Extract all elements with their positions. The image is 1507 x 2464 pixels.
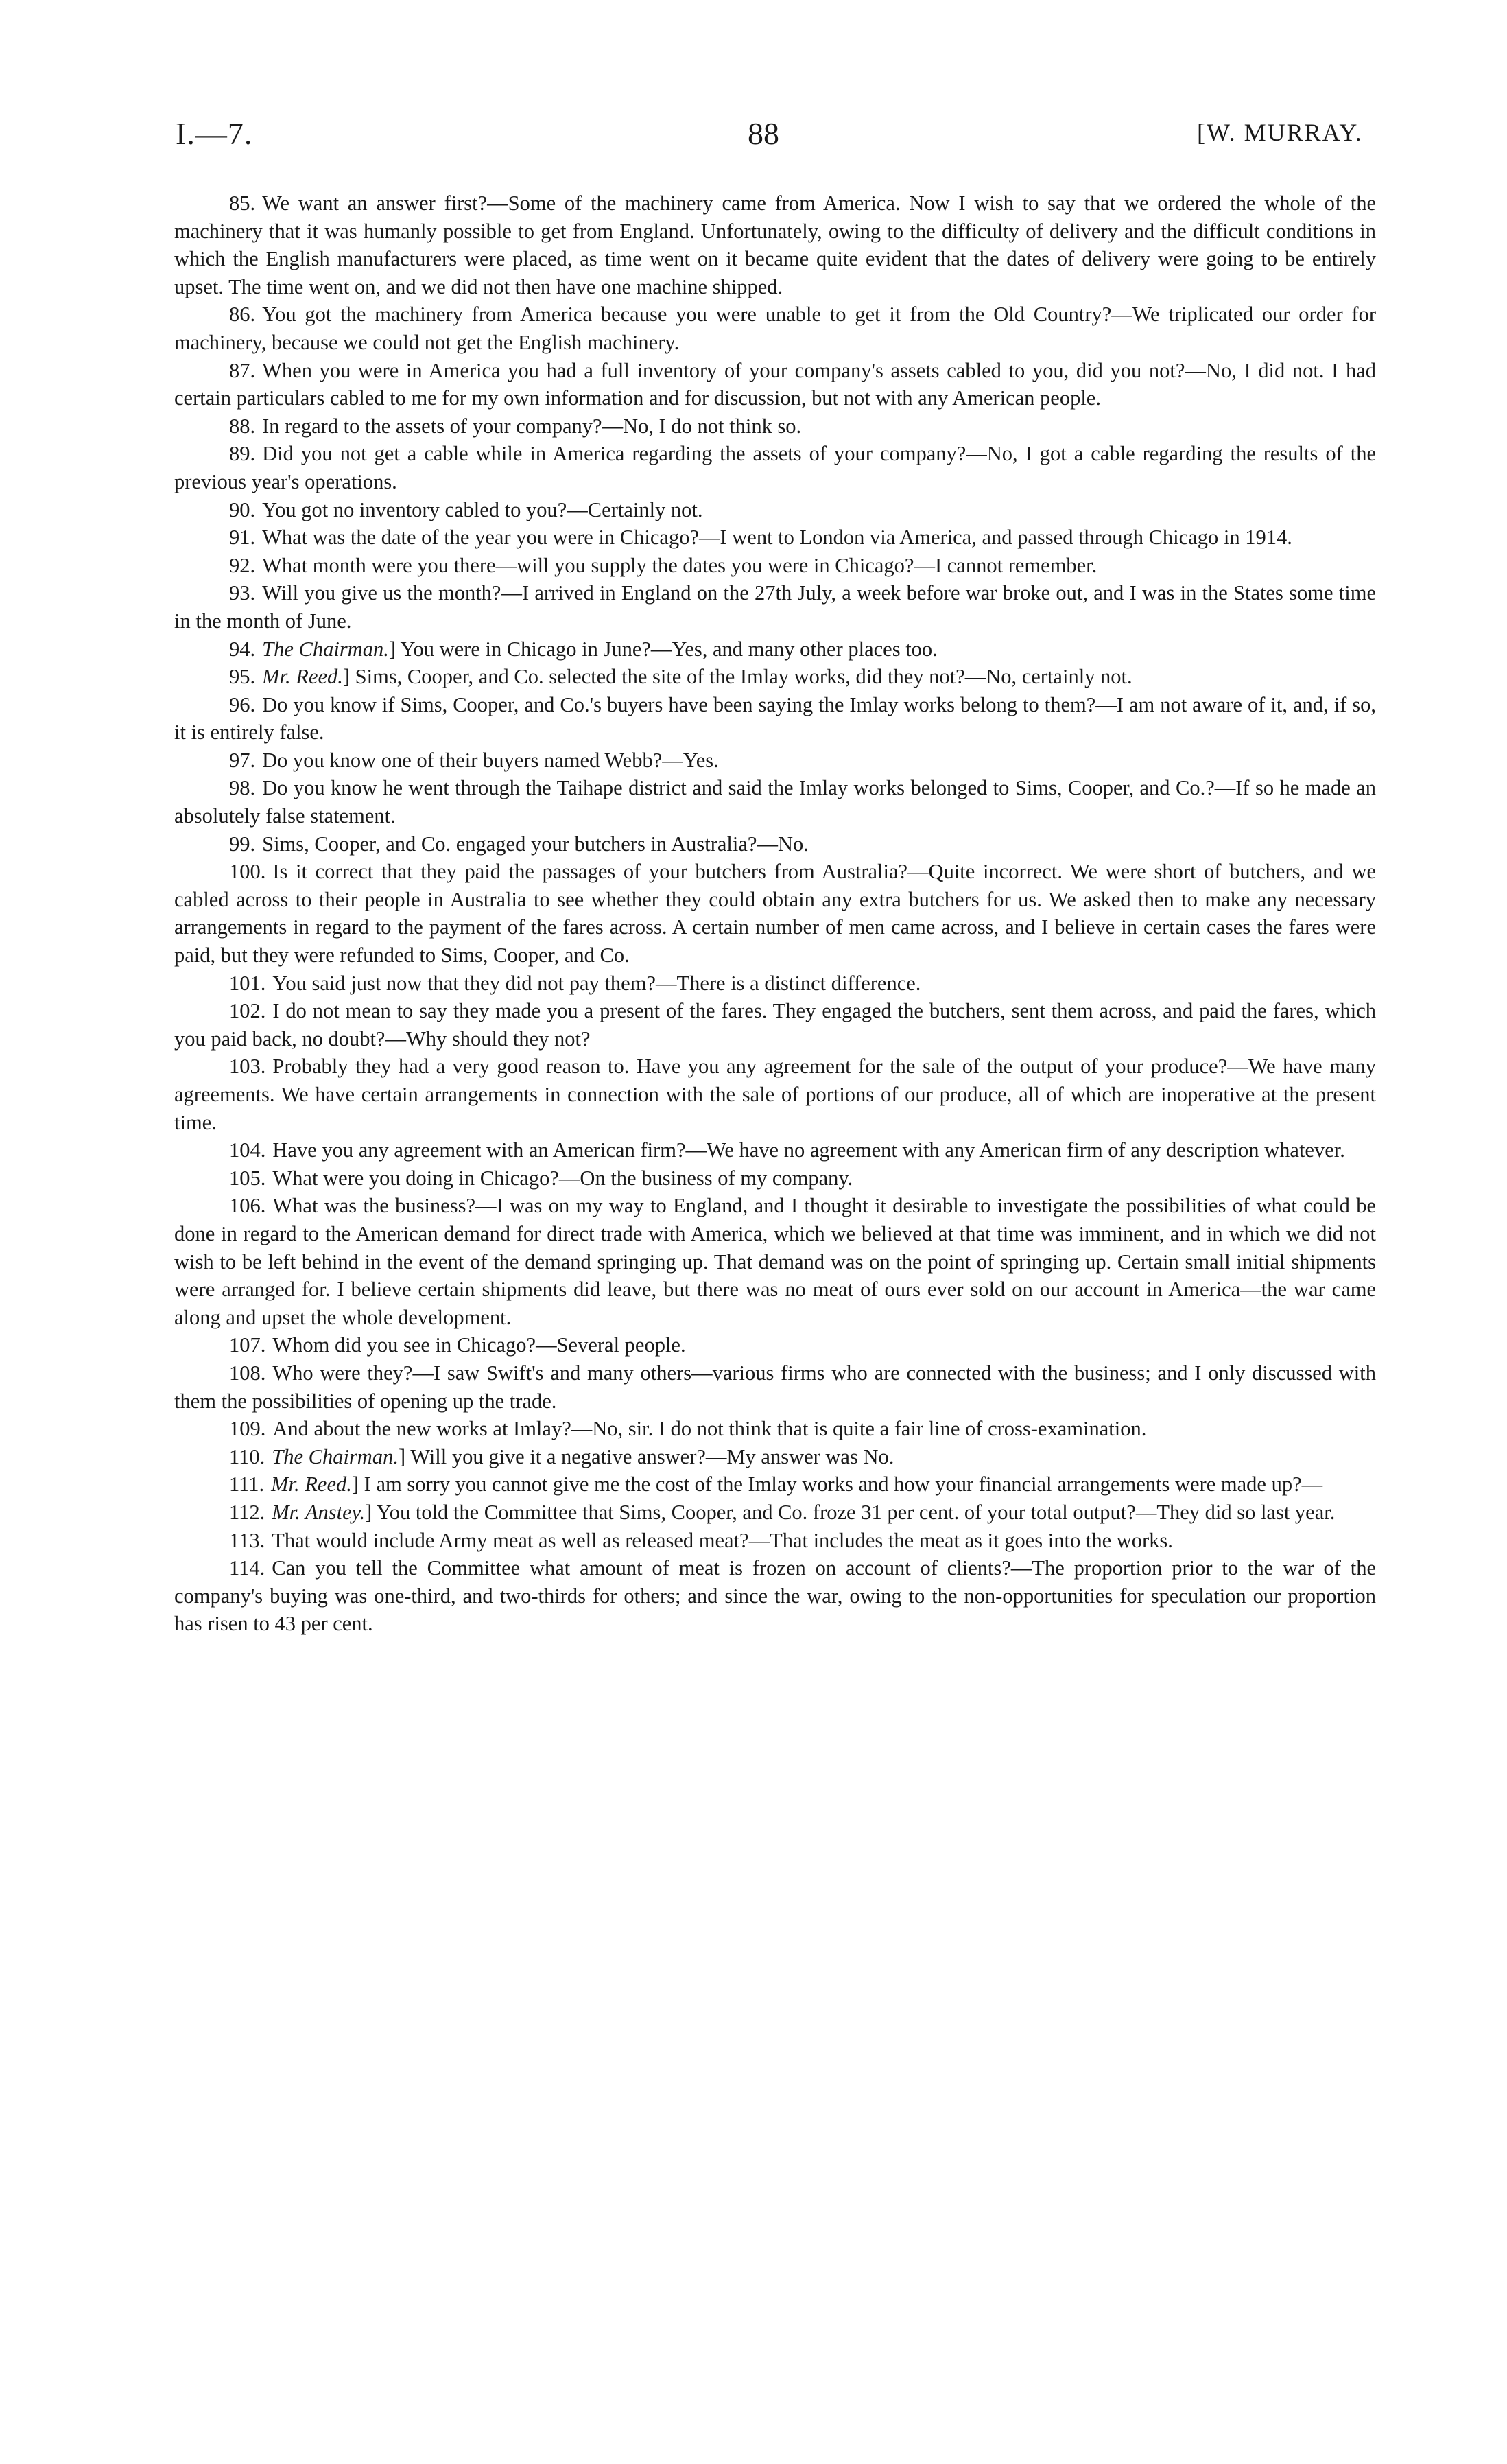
testimony-paragraph	[174, 1053, 1376, 1136]
testimony-paragraph	[174, 747, 1376, 775]
testimony-paragraph	[174, 301, 1376, 356]
testimony-paragraph	[174, 774, 1376, 830]
question-answer-text: Whom did you see in Chicago?—Several people.	[272, 1333, 686, 1357]
question-answer-text: Have you any agreement with an American firm?—We have no agreement with any American firm of any description whatever.	[272, 1138, 1345, 1162]
document-reference: I.—7.	[176, 116, 253, 151]
question-number: 111.	[229, 1472, 265, 1497]
question-number: 85.	[229, 191, 256, 215]
testimony-paragraph	[174, 1192, 1376, 1331]
page-number: 88	[748, 116, 779, 151]
question-answer-text: Did you not get a cable while in America regarding the assets of your company?—No, I got a cable regarding the results of the previous year's operations.	[174, 442, 1376, 493]
question-answer-text: Do you know one of their buyers named Webb?—Yes.	[262, 748, 719, 772]
question-answer-text: What was the date of the year you were in Chicago?—I went to London via America, and passed through Chicago in 1914.	[262, 526, 1292, 550]
testimony-paragraph	[174, 579, 1376, 635]
testimony-paragraph	[174, 1164, 1376, 1193]
testimony-paragraph	[174, 189, 1376, 301]
question-answer-text: What month were you there—will you supply the dates you were in Chicago?—I cannot remember.	[262, 553, 1097, 577]
speaker-name: Mr. Anstey.	[272, 1500, 366, 1524]
testimony-paragraph	[174, 1527, 1376, 1555]
testimony-paragraph	[174, 1136, 1376, 1164]
question-answer-text: You got no inventory cabled to you?—Certainly not.	[262, 497, 703, 521]
testimony-paragraph: 110. The Chairman.] Will you give it a negative answer?—My answer was No.	[229, 1444, 894, 1468]
speaker-name: Mr. Reed.	[262, 665, 343, 689]
question-answer-text: When you were in America you had a full inventory of your company's assets cabled to you, did you not?—No, I did not. I had certain particulars cabled to me for my own information and for discussion, but not with any American people.	[174, 358, 1376, 410]
question-number: 95.	[229, 665, 256, 689]
question-number: 110.	[229, 1444, 265, 1468]
testimony-paragraph	[174, 858, 1376, 969]
testimony-paragraph	[174, 1415, 1376, 1443]
question-number: 99.	[229, 832, 256, 856]
testimony-paragraph	[174, 496, 1376, 524]
question-number: 90.	[229, 497, 256, 521]
question-number: 92.	[229, 553, 256, 577]
question-number: 109.	[229, 1417, 266, 1441]
testimony-paragraph: 95. Mr. Reed.] Sims, Cooper, and Co. selected the site of the Imlay works, did they not?—No, certainly not.	[229, 665, 1132, 689]
question-answer-text: What was the business?—I was on my way to England, and I thought it desirable to investigate the possibilities of what could be done in regard to the American demand for direct trade with America, which we believed at that time was imminent, and in which we did not wish to be left behind in the event of the demand springing up. That demand was on the point of springing up. Certain small initial shipments were arranged for. I believe certain shipments did leave, but there was no meat of ours ever sold on our account in America—the war came along and upset the whole development.	[174, 1194, 1376, 1329]
question-answer-text: Will you give it a negative answer?—My answer was No.	[410, 1444, 894, 1468]
witness-name: [W. MURRAY.	[1197, 119, 1363, 146]
speaker-name: The Chairman.	[262, 637, 389, 661]
question-number: 89.	[229, 442, 256, 466]
testimony-paragraph	[174, 691, 1376, 747]
question-number: 100.	[229, 860, 266, 884]
question-number: 96.	[229, 692, 256, 716]
question-number: 102.	[229, 999, 266, 1023]
question-answer-text: You told the Committee that Sims, Cooper, and Co. froze 31 per cent. of your total output?—They did so last year.	[376, 1500, 1336, 1524]
testimony-paragraph	[174, 412, 1376, 441]
question-answer-text: We want an answer first?—Some of the machinery came from America. Now I wish to say that we ordered the whole of the machinery that it was humanly possible to get from England. Unfortunately, owing to the difficulty of delivery and the difficult conditions in which the English manufacturers were placed, as time went on it became quite evident that the dates of delivery were going to be entirely upset. The time went on, and we did not then have one machine shipped.	[174, 191, 1376, 298]
question-answer-text: Can you tell the Committee what amount of meat is frozen on account of clients?—The proportion prior to the war of the company's buying was one-third, and two-thirds for others; and since the war, owing to the non-opportunities for speculation our proportion has risen to 43 per cent.	[174, 1556, 1376, 1636]
testimony-paragraph	[174, 997, 1376, 1053]
testimony-body	[174, 189, 1376, 1638]
question-answer-text: You got the machinery from America because you were unable to get it from the Old Country?—We triplicated our order for machinery, because we could not get the English machinery.	[174, 303, 1376, 354]
testimony-paragraph	[174, 524, 1376, 552]
question-answer-text: Will you give us the month?—I arrived in England on the 27th July, a week before war broke out, and I was in the States some time in the month of June.	[174, 581, 1376, 633]
question-number: 101.	[229, 971, 266, 995]
question-number: 108.	[229, 1361, 266, 1385]
testimony-paragraph: 111. Mr. Reed.] I am sorry you cannot give me the cost of the Imlay works and how your financial arrangements were made up?—	[229, 1472, 1323, 1497]
testimony-paragraph	[174, 1554, 1376, 1638]
question-number: 98.	[229, 776, 256, 800]
testimony-paragraph	[174, 357, 1376, 412]
question-number: 112.	[229, 1500, 265, 1524]
question-number: 88.	[229, 414, 256, 438]
question-number: 93.	[229, 581, 256, 605]
question-answer-text: Is it correct that they paid the passages of your butchers from Australia?—Quite incorrect. We were short of butchers, and we cabled across to their people in Australia to see whether they could obtain any extra butchers for us. We asked then to make any necessary arrangements in regard to the payment of the fares across. A certain number of men came across, and I believe in certain cases the fares were paid, but they were refunded to Sims, Cooper, and Co.	[174, 860, 1376, 967]
question-answer-text: That would include Army meat as well as released meat?—That includes the meat as it goes into the works.	[272, 1528, 1173, 1552]
testimony-paragraph	[174, 1331, 1376, 1359]
testimony-paragraph	[174, 552, 1376, 580]
question-answer-text: I am sorry you cannot give me the cost of the Imlay works and how your financial arrangements were made up?—	[364, 1472, 1323, 1497]
question-answer-text: Do you know if Sims, Cooper, and Co.'s buyers have been saying the Imlay works belong to them?—I am not aware of it, and, if so, it is entirely false.	[174, 692, 1376, 744]
question-number: 94.	[229, 637, 256, 661]
testimony-paragraph: 112. Mr. Anstey.] You told the Committee that Sims, Cooper, and Co. froze 31 per cent. of your total output?—They did so last year.	[229, 1500, 1336, 1524]
question-answer-text: Do you know he went through the Taihape district and said the Imlay works belonged to Sims, Cooper, and Co.?—If so he made an absolutely false statement.	[174, 776, 1376, 828]
question-answer-text: And about the new works at Imlay?—No, sir. I do not think that is quite a fair line of cross-examination.	[272, 1417, 1147, 1441]
question-number: 106.	[229, 1194, 266, 1218]
speaker-name: Mr. Reed.	[271, 1472, 352, 1497]
question-number: 104.	[229, 1138, 266, 1162]
speaker-name: The Chairman.	[272, 1444, 399, 1468]
question-number: 97.	[229, 748, 256, 772]
testimony-paragraph	[174, 830, 1376, 858]
question-number: 103.	[229, 1055, 266, 1079]
question-answer-text: In regard to the assets of your company?—No, I do not think so.	[262, 414, 802, 438]
testimony-paragraph: 94. The Chairman.] You were in Chicago in June?—Yes, and many other places too.	[229, 637, 938, 661]
question-number: 114.	[229, 1556, 265, 1580]
testimony-paragraph	[174, 970, 1376, 998]
question-answer-text: Who were they?—I saw Swift's and many others—various firms who are connected with the business; and I only discussed with them the possibilities of opening up the trade.	[174, 1361, 1376, 1413]
question-answer-text: I do not mean to say they made you a present of the fares. They engaged the butchers, sent them across, and paid the fares, which you paid back, no doubt?—Why should they not?	[174, 999, 1376, 1051]
question-number: 86.	[229, 303, 256, 327]
question-number: 105.	[229, 1166, 266, 1190]
testimony-paragraph	[174, 440, 1376, 495]
question-answer-text: Probably they had a very good reason to. Have you any agreement for the sale of the output of your produce?—We have many agreements. We have certain arrangements in connection with the sale of portions of our produce, all of which are inoperative at the present time.	[174, 1055, 1376, 1134]
question-answer-text: What were you doing in Chicago?—On the business of my company.	[272, 1166, 853, 1190]
question-answer-text: Sims, Cooper, and Co. engaged your butchers in Australia?—No.	[262, 832, 809, 856]
question-answer-text: You were in Chicago in June?—Yes, and many other places too.	[400, 637, 938, 661]
question-answer-text: Sims, Cooper, and Co. selected the site of the Imlay works, did they not?—No, certainly not.	[355, 665, 1132, 689]
question-number: 87.	[229, 358, 256, 382]
question-number: 91.	[229, 526, 256, 550]
question-number: 113.	[229, 1528, 265, 1552]
testimony-paragraph	[174, 1359, 1376, 1415]
question-answer-text: You said just now that they did not pay them?—There is a distinct difference.	[272, 971, 921, 995]
page-header	[0, 115, 1507, 163]
question-number: 107.	[229, 1333, 266, 1357]
